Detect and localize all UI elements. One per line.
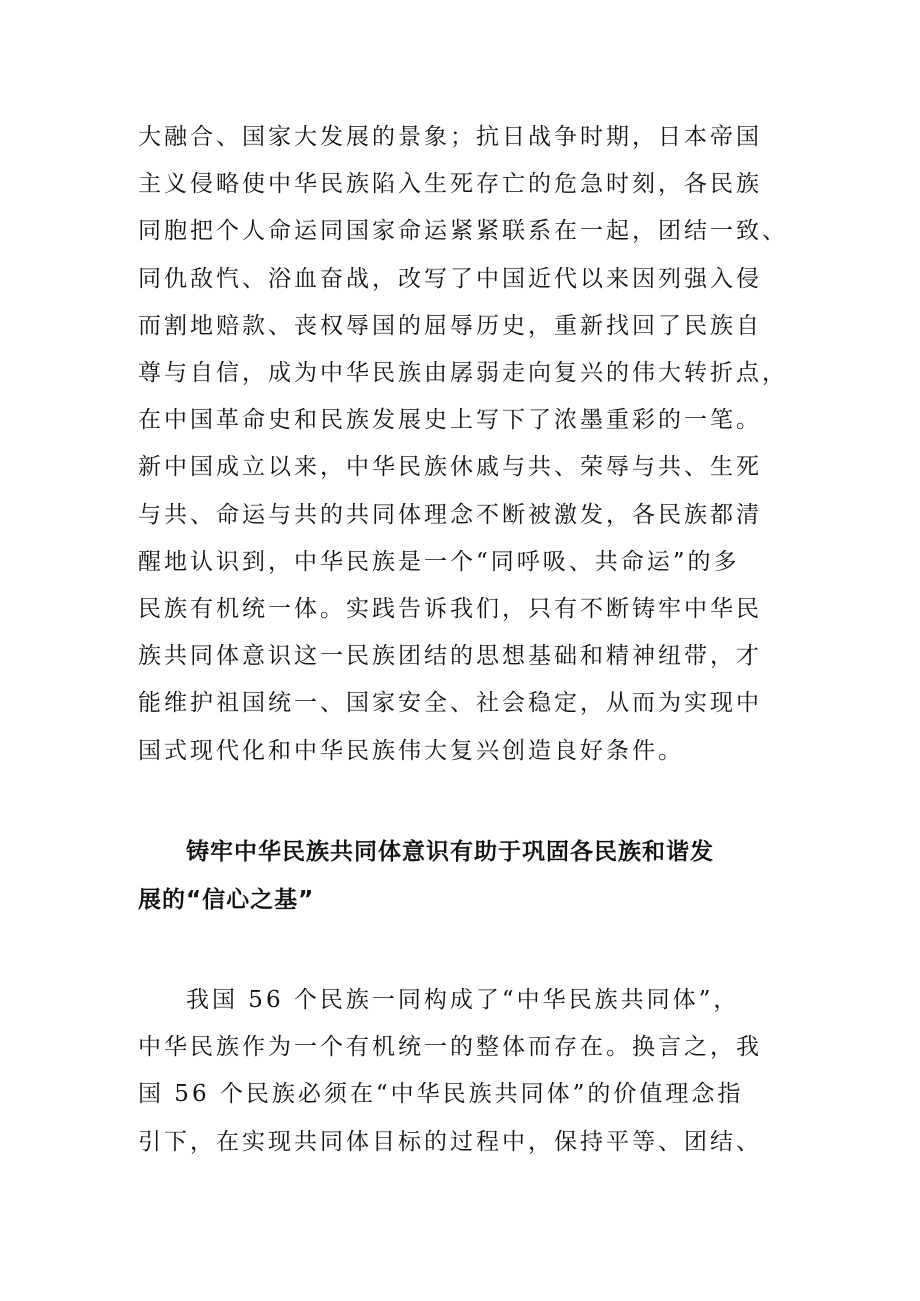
text-line: 中华民族作为一个有机统一的整体而存在。换言之，我 (138, 1034, 762, 1061)
text-line: 而割地赔款、丧权辱国的屈辱历史，重新找回了民族自 (138, 312, 762, 339)
body-paragraph-2 (138, 977, 788, 1166)
text-line: 在中国革命史和民族发展史上写下了浓墨重彩的一笔。 (138, 407, 762, 434)
text-line: 同仇敌忾、浴血奋战，改写了中国近代以来因列强入侵 (138, 265, 762, 292)
body-paragraph-1 (138, 114, 788, 775)
text-line: 引下，在实现共同体目标的过程中，保持平等、团结、 (138, 1128, 762, 1155)
text-line: 国式现代化和中华民族伟大复兴创造良好条件。 (138, 737, 684, 764)
text-line: 我国 56 个民族一同构成了“中华民族共同体”， (186, 987, 740, 1013)
text-line: 族共同体意识这一民族团结的思想基础和精神纽带，才 (138, 643, 762, 670)
text-line: 大融合、国家大发展的景象；抗日战争时期，日本帝国 (138, 124, 762, 150)
section-heading (138, 828, 788, 924)
text-line: 民族有机统一体。实践告诉我们，只有不断铸牢中华民 (138, 596, 762, 623)
heading-line: 展的“信心之基” (138, 887, 315, 913)
text-line: 与共、命运与共的共同体理念不断被激发，各民族都清 (138, 501, 762, 528)
heading-line: 铸牢中华民族共同体意识有助于巩固各民族和谐发 (186, 839, 714, 865)
text-line: 主义侵略使中华民族陷入生死存亡的危急时刻，各民族 (138, 171, 762, 198)
text-line: 能维护祖国统一、国家安全、社会稳定，从而为实现中 (138, 690, 762, 717)
text-line: 醒地认识到，中华民族是一个“同呼吸、共命运”的多 (138, 548, 740, 575)
text-line: 同胞把个人命运同国家命运紧紧联系在一起，团结一致、 (138, 218, 788, 245)
text-line: 国 56 个民族必须在“中华民族共同体”的价值理念指 (138, 1081, 744, 1108)
text-line: 新中国成立以来，中华民族休戚与共、荣辱与共、生死 (138, 454, 762, 481)
text-line: 尊与自信，成为中华民族由孱弱走向复兴的伟大转折点， (138, 360, 788, 387)
